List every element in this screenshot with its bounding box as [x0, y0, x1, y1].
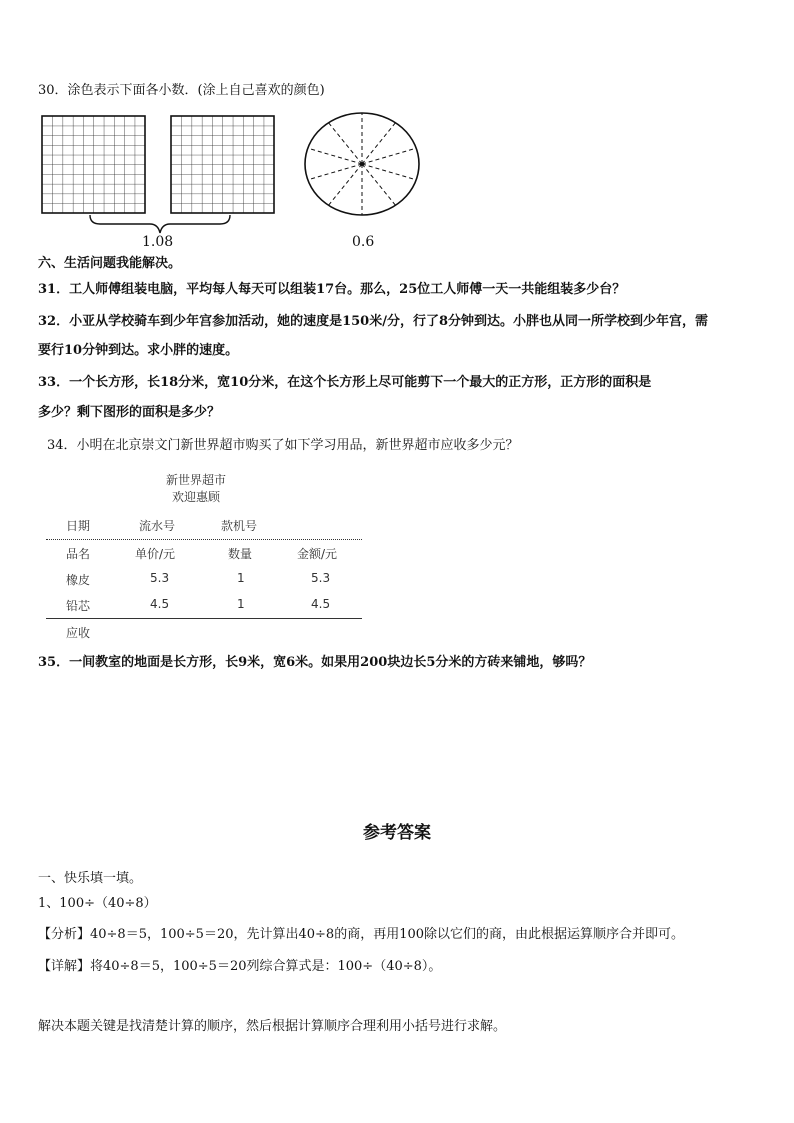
receipt-header-qty: 数量	[228, 547, 253, 561]
receipt-store: 新世界超市	[166, 473, 227, 487]
receipt-row-price: 4.5	[150, 597, 170, 611]
receipt-row-amount: 4.5	[311, 597, 331, 611]
answer-1: 1、100÷（40÷8）	[38, 896, 157, 911]
receipt-row-price: 5.3	[150, 571, 170, 585]
answer-1-analysis: 【分析】40÷8＝5，100÷5＝20，先计算出40÷8的商，再用100除以它们的商，由此根据运算顺序合并即可。	[38, 927, 685, 942]
receipt-terminal: 款机号	[221, 519, 258, 533]
q33-line2: 多少？剩下图形的面积是多少？	[38, 405, 221, 420]
divided-circle	[305, 113, 419, 215]
receipt-date: 日期	[66, 519, 91, 533]
q32-line1: 32．小亚从学校骑车到少年宫参加活动，她的速度是150米/分，行了8分钟到达。小胖也从同一所学校到少年宫，需	[38, 314, 709, 329]
receipt-row-amount: 5.3	[311, 571, 331, 585]
section-6-heading: 六、生活问题我能解决。	[38, 256, 182, 271]
receipt-header-amount: 金额/元	[297, 547, 338, 561]
receipt-welcome: 欢迎惠顾	[172, 490, 221, 504]
receipt-row-qty: 1	[237, 571, 245, 585]
receipt-row-name: 橡皮	[66, 573, 91, 587]
q34-text: 34．小明在北京崇文门新世界超市购买了如下学习用品，新世界超市应收多少元？	[47, 438, 519, 453]
answers-section-1: 一、快乐填一填。	[38, 871, 143, 886]
answer-1-detail: 【详解】将40÷8＝5，100÷5＝20列综合算式是：100÷（40÷8）。	[38, 959, 442, 974]
receipt-header-name: 品名	[66, 547, 91, 561]
q30-figure	[38, 112, 438, 252]
receipt-total-label: 应收	[66, 626, 91, 640]
hundred-grid-right	[171, 116, 274, 213]
receipt-dotted-divider	[46, 539, 362, 540]
q35-text: 35．一间教室的地面是长方形，长9米，宽6米。如果用200块边长5分米的方砖来铺地，够吗？	[38, 655, 592, 670]
q31-text: 31．工人师傅组装电脑，平均每人每天可以组装17台。那么，25位工人师傅一天一共能组装多少台？	[38, 282, 626, 297]
answers-title: 参考答案	[363, 823, 431, 843]
hundred-grid-left	[42, 116, 145, 213]
q33-line1: 33．一个长方形，长18分米，宽10分米，在这个长方形上尽可能剪下一个最大的正方形，正方形的面积是	[38, 375, 652, 390]
receipt-row-qty: 1	[237, 597, 245, 611]
brace	[90, 215, 230, 233]
receipt-row-name: 铅芯	[66, 599, 91, 613]
q30-text: 30．涂色表示下面各小数．(涂上自己喜欢的颜色)	[38, 83, 325, 98]
receipt-serial: 流水号	[139, 519, 176, 533]
answer-1-summary: 解决本题关键是找清楚计算的顺序，然后根据计算顺序合理利用小括号进行求解。	[38, 1019, 507, 1034]
label-1-08: 1.08	[142, 234, 174, 250]
receipt-solid-divider	[46, 618, 362, 619]
label-0-6: 0.6	[352, 234, 375, 250]
q32-line2: 要行10分钟到达。求小胖的速度。	[38, 343, 239, 358]
receipt-header-price: 单价/元	[135, 547, 176, 561]
